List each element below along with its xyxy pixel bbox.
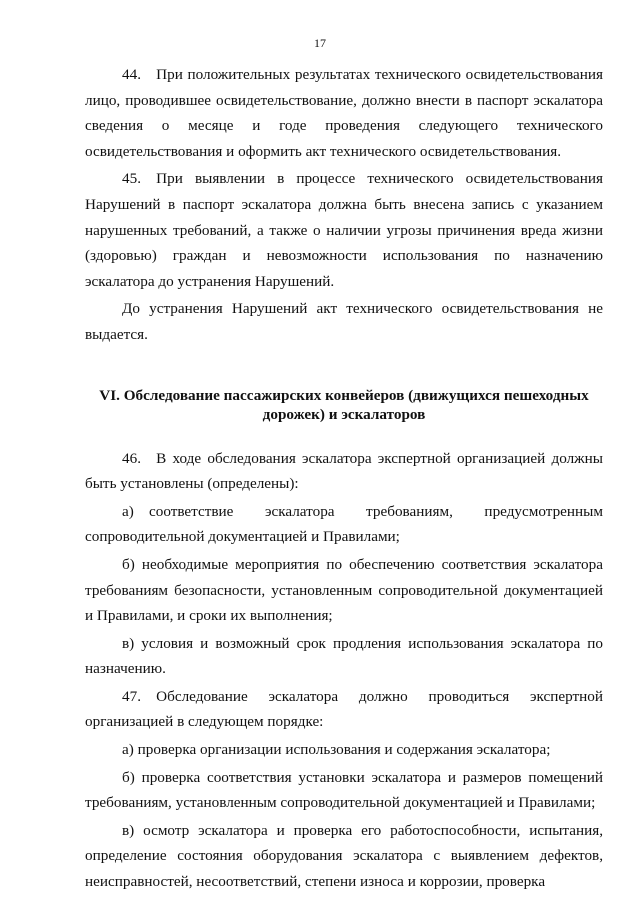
paragraph-47-a: а) проверка организации использования и содержания эскалатора; <box>122 741 551 759</box>
paragraph-46-a: а) соответствие эскалатора требованиям, предусмотренным сопроводительной документацией и Правилами; <box>85 502 603 546</box>
paragraph-45-note: До устранения Нарушений акт технического освидетельствования не выдается. <box>85 300 603 343</box>
paragraph-47-b: б) проверка соответствия установки эскалатора и размеров помещений требованиям, установленным сопроводительной документацией и Правилами; <box>85 768 603 812</box>
paragraph-46-c: в) условия и возможный срок продления использования эскалатора по назначению. <box>85 634 603 678</box>
paragraph-47: 47. Обследование эскалатора должно проводиться экспертной организацией в следующем порядке: <box>85 687 603 731</box>
paragraph-44: 44. При положительных результатах технического освидетельствования лицо, проводившее освидетельствование, должно внести в паспорт эскалатора сведения о месяце и годе проведения следующего технического освидетельствования и оформить акт технического освидетельствования. <box>85 66 603 160</box>
page-number: 17 <box>314 36 326 50</box>
section-heading-line-2: дорожек) и эскалаторов <box>262 405 426 423</box>
paragraph-45: 45. При выявлении в процессе технического освидетельствования Нарушений в паспорт эскалатора должна быть внесена запись с указанием нарушенных требований, а также о наличии угрозы причинения вреда жизни (здоровью) граждан и невозможности использования по назначению эскалатора до устранения Нарушений. <box>85 170 603 290</box>
paragraph-46: 46. В ходе обследования эскалатора экспертной организацией должны быть установлены (определены): <box>85 449 603 493</box>
section-heading <box>85 386 603 424</box>
section-heading-line-1: VI. Обследование пассажирских конвейеров (движущихся пешеходных <box>99 386 589 404</box>
paragraph-47-c: в) осмотр эскалатора и проверка его работоспособности, испытания, определение состояния оборудования эскалатора с выявлением дефектов, неисправностей, несоответствий, степени износа и коррозии, проверка <box>85 821 603 891</box>
paragraph-46-b: б) необходимые мероприятия по обеспечению соответствия эскалатора требованиям безопасности, установленным сопроводительной документацией и Правилами, и сроки их выполнения; <box>85 555 603 625</box>
document-body <box>85 62 603 897</box>
